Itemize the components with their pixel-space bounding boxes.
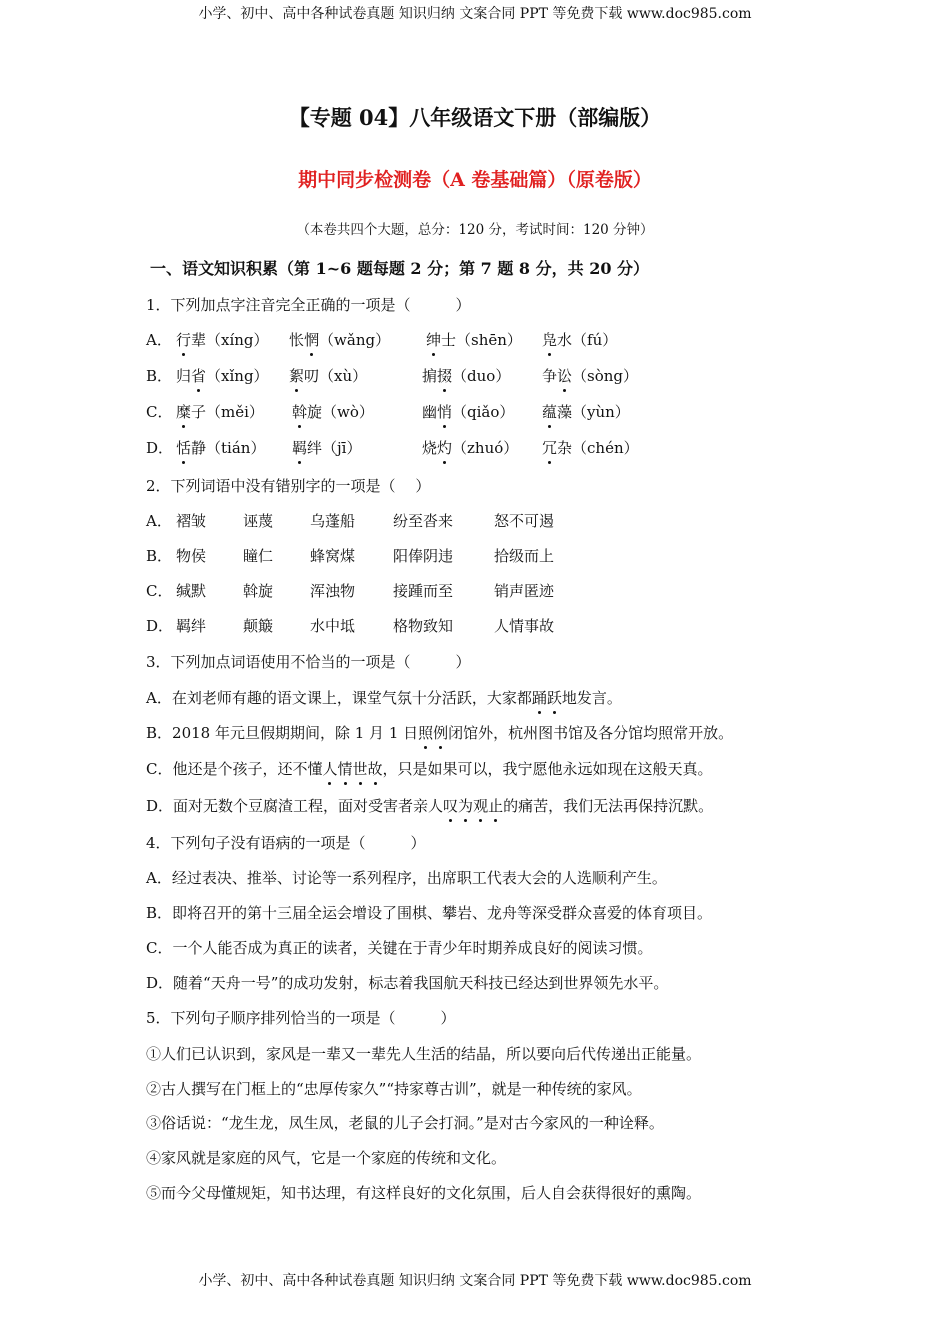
- q2-stem: 2．下列词语中没有错别字的一项是（ ）: [146, 477, 431, 495]
- q3-option-b: B．2018 年元旦假期期间，除 1 月 1 日照例闭馆外，杭州图书馆及各分馆均照常开放。: [146, 724, 734, 742]
- emphasized-word: 叹为观止: [443, 797, 504, 815]
- q5-stem: 5．下列句子顺序排列恰当的一项是（ ）: [146, 1009, 456, 1027]
- option-word: 蜂窝煤: [310, 547, 356, 565]
- document-subtitle: 期中同步检测卷（A 卷基础篇）（原卷版）: [298, 169, 652, 191]
- section-heading: 一、语文知识积累（第 1~6 题每题 2 分；第 7 题 8 分，共 20 分）: [150, 259, 650, 278]
- option-item: 争讼（sòng）: [542, 367, 639, 385]
- option-word: 接踵而至: [393, 582, 454, 600]
- page-footer: 小学、初中、高中各种试卷真题 知识归纳 文案合同 PPT 等免费下载 www.doc985.com: [198, 1273, 752, 1289]
- q4-option-d: D．随着“天舟一号”的成功发射，标志着我国航天科技已经达到世界领先水平。: [146, 974, 669, 992]
- option-item: 凫水（fú）: [542, 331, 618, 349]
- option-item: 行辈（xíng）: [176, 331, 269, 349]
- q5-sentence-2: ②古人撰写在门框上的“忠厚传家久”“持家尊古训”，就是一种传统的家风。: [146, 1080, 642, 1098]
- option-item: 糜子（měi）: [176, 403, 264, 421]
- option-word: 缄默: [176, 582, 207, 600]
- option-word: 颠簸: [243, 617, 274, 635]
- q3-option-c: C．他还是个孩子，还不懂人情世故，只是如果可以，我宁愿他永远如现在这般天真。: [146, 760, 713, 778]
- option-word: 诬蔑: [243, 512, 274, 530]
- option-item: 冗杂（chén）: [542, 439, 639, 457]
- q3-stem: 3．下列加点词语使用不恰当的一项是（ ）: [146, 653, 471, 671]
- option-word: 斡旋: [243, 582, 274, 600]
- option-label: A．: [146, 512, 172, 530]
- page-header: 小学、初中、高中各种试卷真题 知识归纳 文案合同 PPT 等免费下载 www.doc985.com: [198, 6, 752, 22]
- q5-sentence-1: ①人们已认识到，家风是一辈又一辈先人生活的结晶，所以要向后代传递出正能量。: [146, 1045, 702, 1063]
- option-word: 水中坻: [310, 617, 356, 635]
- option-label: C．: [146, 582, 173, 600]
- option-word: 羁绊: [176, 617, 207, 635]
- option-item: 掮掇（duo）: [422, 367, 511, 385]
- option-word: 阳俸阴违: [393, 547, 454, 565]
- emphasized-word: 照例: [418, 724, 449, 742]
- option-item: 恬静（tián）: [176, 439, 266, 457]
- option-item: 绅士（shēn）: [426, 331, 522, 349]
- q4-option-c: C．一个人能否成为真正的读者，关键在于青少年时期养成良好的阅读习惯。: [146, 939, 653, 957]
- option-item: 幽悄（qiǎo）: [422, 403, 515, 421]
- emphasized-word: 人情世故: [322, 760, 383, 778]
- option-item: 烧灼（zhuó）: [422, 439, 519, 457]
- option-item: 怅惘（wǎng）: [289, 331, 391, 349]
- exam-note: （本卷共四个大题，总分：120 分，考试时间：120 分钟）: [296, 222, 654, 238]
- option-word: 浑浊物: [310, 582, 356, 600]
- q5-sentence-5: ⑤而今父母懂规矩，知书达理，有这样良好的文化氛围，后人自会获得很好的熏陶。: [146, 1184, 702, 1202]
- option-word: 格物致知: [393, 617, 454, 635]
- q3-option-a: A．在刘老师有趣的语文课上，课堂气氛十分活跃，大家都踊跃地发言。: [146, 689, 622, 707]
- q4-option-a: A．经过表决、推举、讨论等一系列程序，出席职工代表大会的人选顺利产生。: [146, 869, 667, 887]
- option-label: A．: [146, 331, 172, 349]
- q5-sentence-4: ④家风就是家庭的风气，它是一个家庭的传统和文化。: [146, 1149, 507, 1167]
- option-word: 乌蓬船: [310, 512, 356, 530]
- document-title: 【专题 04】八年级语文下册（部编版）: [288, 105, 662, 130]
- option-label: D．: [146, 439, 174, 457]
- option-word: 怒不可遏: [494, 512, 555, 530]
- option-item: 斡旋（wò）: [292, 403, 374, 421]
- q3-option-d: D．面对无数个豆腐渣工程，面对受害者亲人叹为观止的痛苦，我们无法再保持沉默。: [146, 797, 714, 815]
- option-label: B．: [146, 547, 173, 565]
- option-word: 纷至沓来: [393, 512, 454, 530]
- q4-option-b: B．即将召开的第十三届全运会增设了围棋、攀岩、龙舟等深受群众喜爱的体育项目。: [146, 904, 713, 922]
- q1-stem: 1．下列加点字注音完全正确的一项是（ ）: [146, 296, 471, 314]
- option-label: D．: [146, 617, 174, 635]
- option-word: 拾级而上: [494, 547, 555, 565]
- option-item: 蕴藻（yùn）: [542, 403, 630, 421]
- option-word: 瞳仁: [243, 547, 274, 565]
- option-word: 销声匿迹: [494, 582, 555, 600]
- option-item: 絮叨（xù）: [289, 367, 368, 385]
- q4-stem: 4．下列句子没有语病的一项是（ ）: [146, 834, 426, 852]
- option-item: 归省（xǐng）: [176, 367, 269, 385]
- option-word: 人情事故: [494, 617, 555, 635]
- q5-sentence-3: ③俗话说：“龙生龙，凤生凤，老鼠的儿子会打洞。”是对古今家风的一种诠释。: [146, 1114, 664, 1132]
- option-label: B．: [146, 367, 173, 385]
- emphasized-word: 踊跃: [531, 689, 562, 707]
- option-item: 羁绊（jī）: [292, 439, 362, 457]
- option-label: C．: [146, 403, 173, 421]
- option-word: 褶皱: [176, 512, 207, 530]
- option-word: 物侯: [176, 547, 207, 565]
